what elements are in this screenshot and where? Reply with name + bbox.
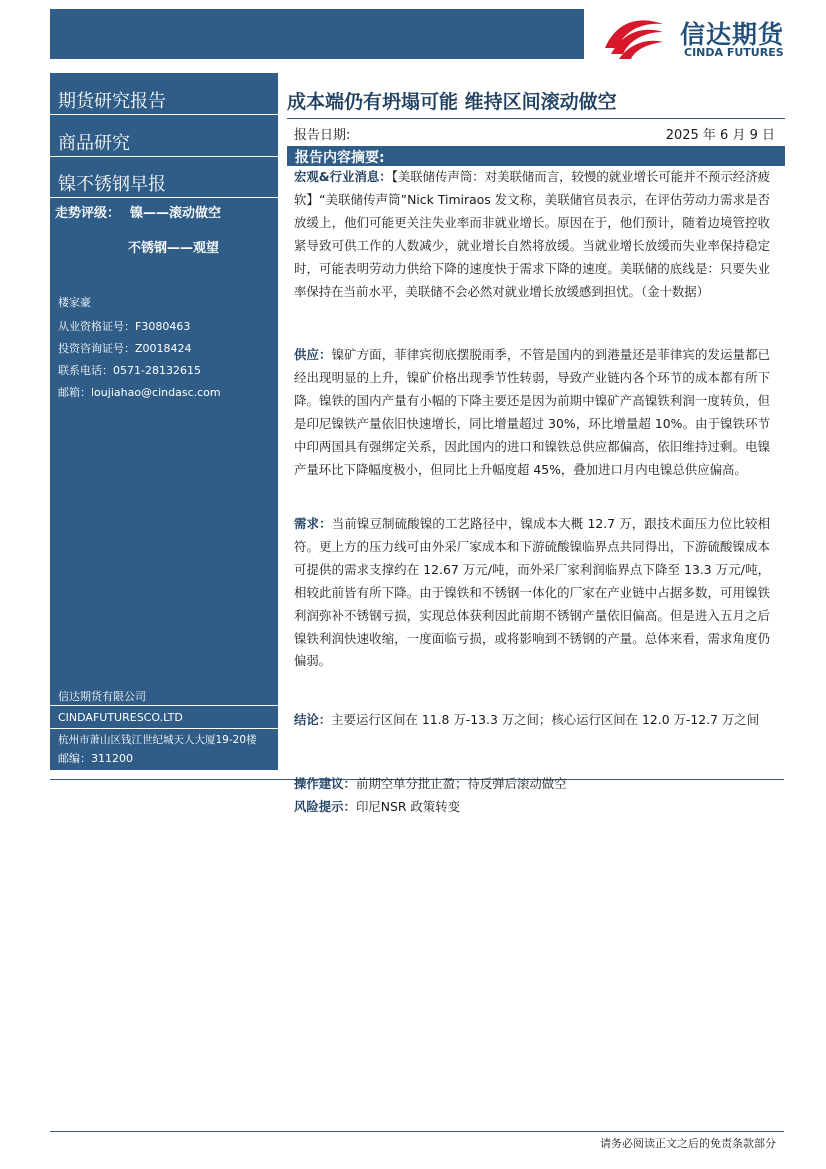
disclaimer: 请务必阅读正文之后的免责条款部分 — [600, 1137, 776, 1150]
author-consulting: 投资咨询证号：Z0018424 — [58, 342, 192, 355]
footer-divider — [50, 1131, 784, 1132]
report-type: 期货研究报告 — [58, 91, 166, 112]
company-website[interactable]: CINDAFUTURESCO.LTD — [58, 711, 183, 724]
header-bar — [50, 9, 584, 59]
author-email[interactable]: 邮箱：loujiahao@cindasc.com — [58, 386, 221, 399]
divider — [50, 156, 278, 157]
date-value: 2025 年 6 月 9 日 — [665, 128, 775, 143]
category: 商品研究 — [58, 133, 130, 154]
summary-title: 报告内容摘要: — [295, 150, 385, 166]
report-name: 镍不锈钢早报 — [58, 174, 166, 195]
brand-name: 信达期货 — [680, 20, 785, 49]
company-address: 杭州市萧山区钱江世纪城天人大厦19-20楼 — [58, 734, 257, 746]
company-name: 信达期货有限公司 — [58, 690, 146, 703]
title-divider — [287, 118, 785, 119]
risk-paragraph — [294, 796, 770, 819]
conclusion-text: 主要运行区间在 11.8 万-13.3 万之间；核心运行区间在 12.0 万-12.7 万之间 — [331, 712, 760, 727]
demand-paragraph — [294, 513, 770, 673]
report-title: 成本端仍有坍塌可能 维持区间滚动做空 — [287, 91, 617, 113]
macro-label: 宏观&行业消息： — [294, 169, 392, 184]
operation-label: 操作建议： — [294, 776, 356, 791]
demand-text: 当前镍豆制硫酸镍的工艺路径中，镍成本大概 12.7 万，跟技术面压力位比较相符。更上方的压力线可由外采厂家成本和下游硫酸镍临界点共同得出，下游硫酸镍成本可提供的需求支撑约在 12.67 万元/吨，而外采厂家利润临界点下降至 13.3 万元/吨，相较此前皆有所下降。由于镍铁和不锈钢一体化的厂家在产业链中占据多数，可用镍铁利润弥补不锈钢亏损，实现总体获利因此前期不锈钢产量依旧偏高。但是进入五月之后镍铁利润快速收缩，一度面临亏损，或将影响到不锈钢的产量。总体来看，需求角度仍偏弱。 — [294, 516, 771, 669]
date-label: 报告日期: — [294, 128, 351, 143]
macro-text: 【美联储传声筒：对美联储而言，较慢的就业增长可能并不预示经济疲软】“美联储传声筒”Nick Timiraos 发文称，美联储官员表示，在评估劳动力需求是否放缓上，他们可能更关注失业率而非就业增长。原因在于，他们预计，随着边境管控收紧导致可供工作的人数减少，就业增长自然将放缓。当就业增长放缓而失业率保持稳定时，可能表明劳动力供给下降的速度快于需求下降的速度。美联储的底线是：只要失业率保持在当前水平，美联储不会必然对就业增长放缓感到担忧。（金十数据） — [294, 169, 770, 299]
conclusion-paragraph — [294, 709, 770, 732]
author-phone: 联系电话：0571-28132615 — [58, 364, 201, 377]
supply-label: 供应： — [294, 347, 332, 362]
supply-text: 镍矿方面，菲律宾彻底摆脱雨季，不管是国内的到港量还是菲律宾的发运量都已经出现明显的上升，镍矿价格出现季节性转弱，导致产业链内各个环节的成本都有所下降。镍铁的国内产量有小幅的下降主要还是因为前期中镍矿产高镍铁利润一度转负，但是印尼镍铁产量依旧快速增长，同比增量超过 30%，环比增量超 10%。由于镍铁环节中印两国具有强绑定关系，因此国内的进口和镍铁总供应都偏高，依旧维持过剩。电镍产量环比下降幅度极小，但同比上升幅度超 45%，叠加进口月内电镍总供应偏高。 — [294, 347, 771, 477]
risk-text: 印尼NSR 政策转变 — [355, 799, 460, 814]
demand-label: 需求： — [294, 516, 332, 531]
conclusion-label: 结论： — [294, 712, 332, 727]
rating-nickel: 镍——滚动做空 — [130, 206, 222, 221]
divider — [50, 705, 278, 706]
macro-paragraph — [294, 166, 770, 303]
divider — [50, 728, 278, 729]
brand-subname: CINDA FUTURES — [684, 46, 784, 59]
risk-label: 风险提示： — [294, 799, 356, 814]
supply-paragraph — [294, 344, 770, 481]
divider — [50, 197, 278, 198]
sidebar — [50, 73, 278, 770]
operation-paragraph — [294, 773, 770, 796]
rating-label: 走势评级： — [55, 206, 121, 221]
rating-steel: 不锈钢——观望 — [128, 241, 220, 256]
author-name: 楼家豪 — [58, 296, 91, 309]
operation-text: 前期空单分批止盈；待反弹后滚动做空 — [355, 776, 567, 791]
divider — [50, 114, 278, 115]
summary-header — [287, 146, 785, 166]
company-postcode: 邮编：311200 — [58, 752, 133, 765]
author-qualification: 从业资格证号：F3080463 — [58, 320, 191, 333]
